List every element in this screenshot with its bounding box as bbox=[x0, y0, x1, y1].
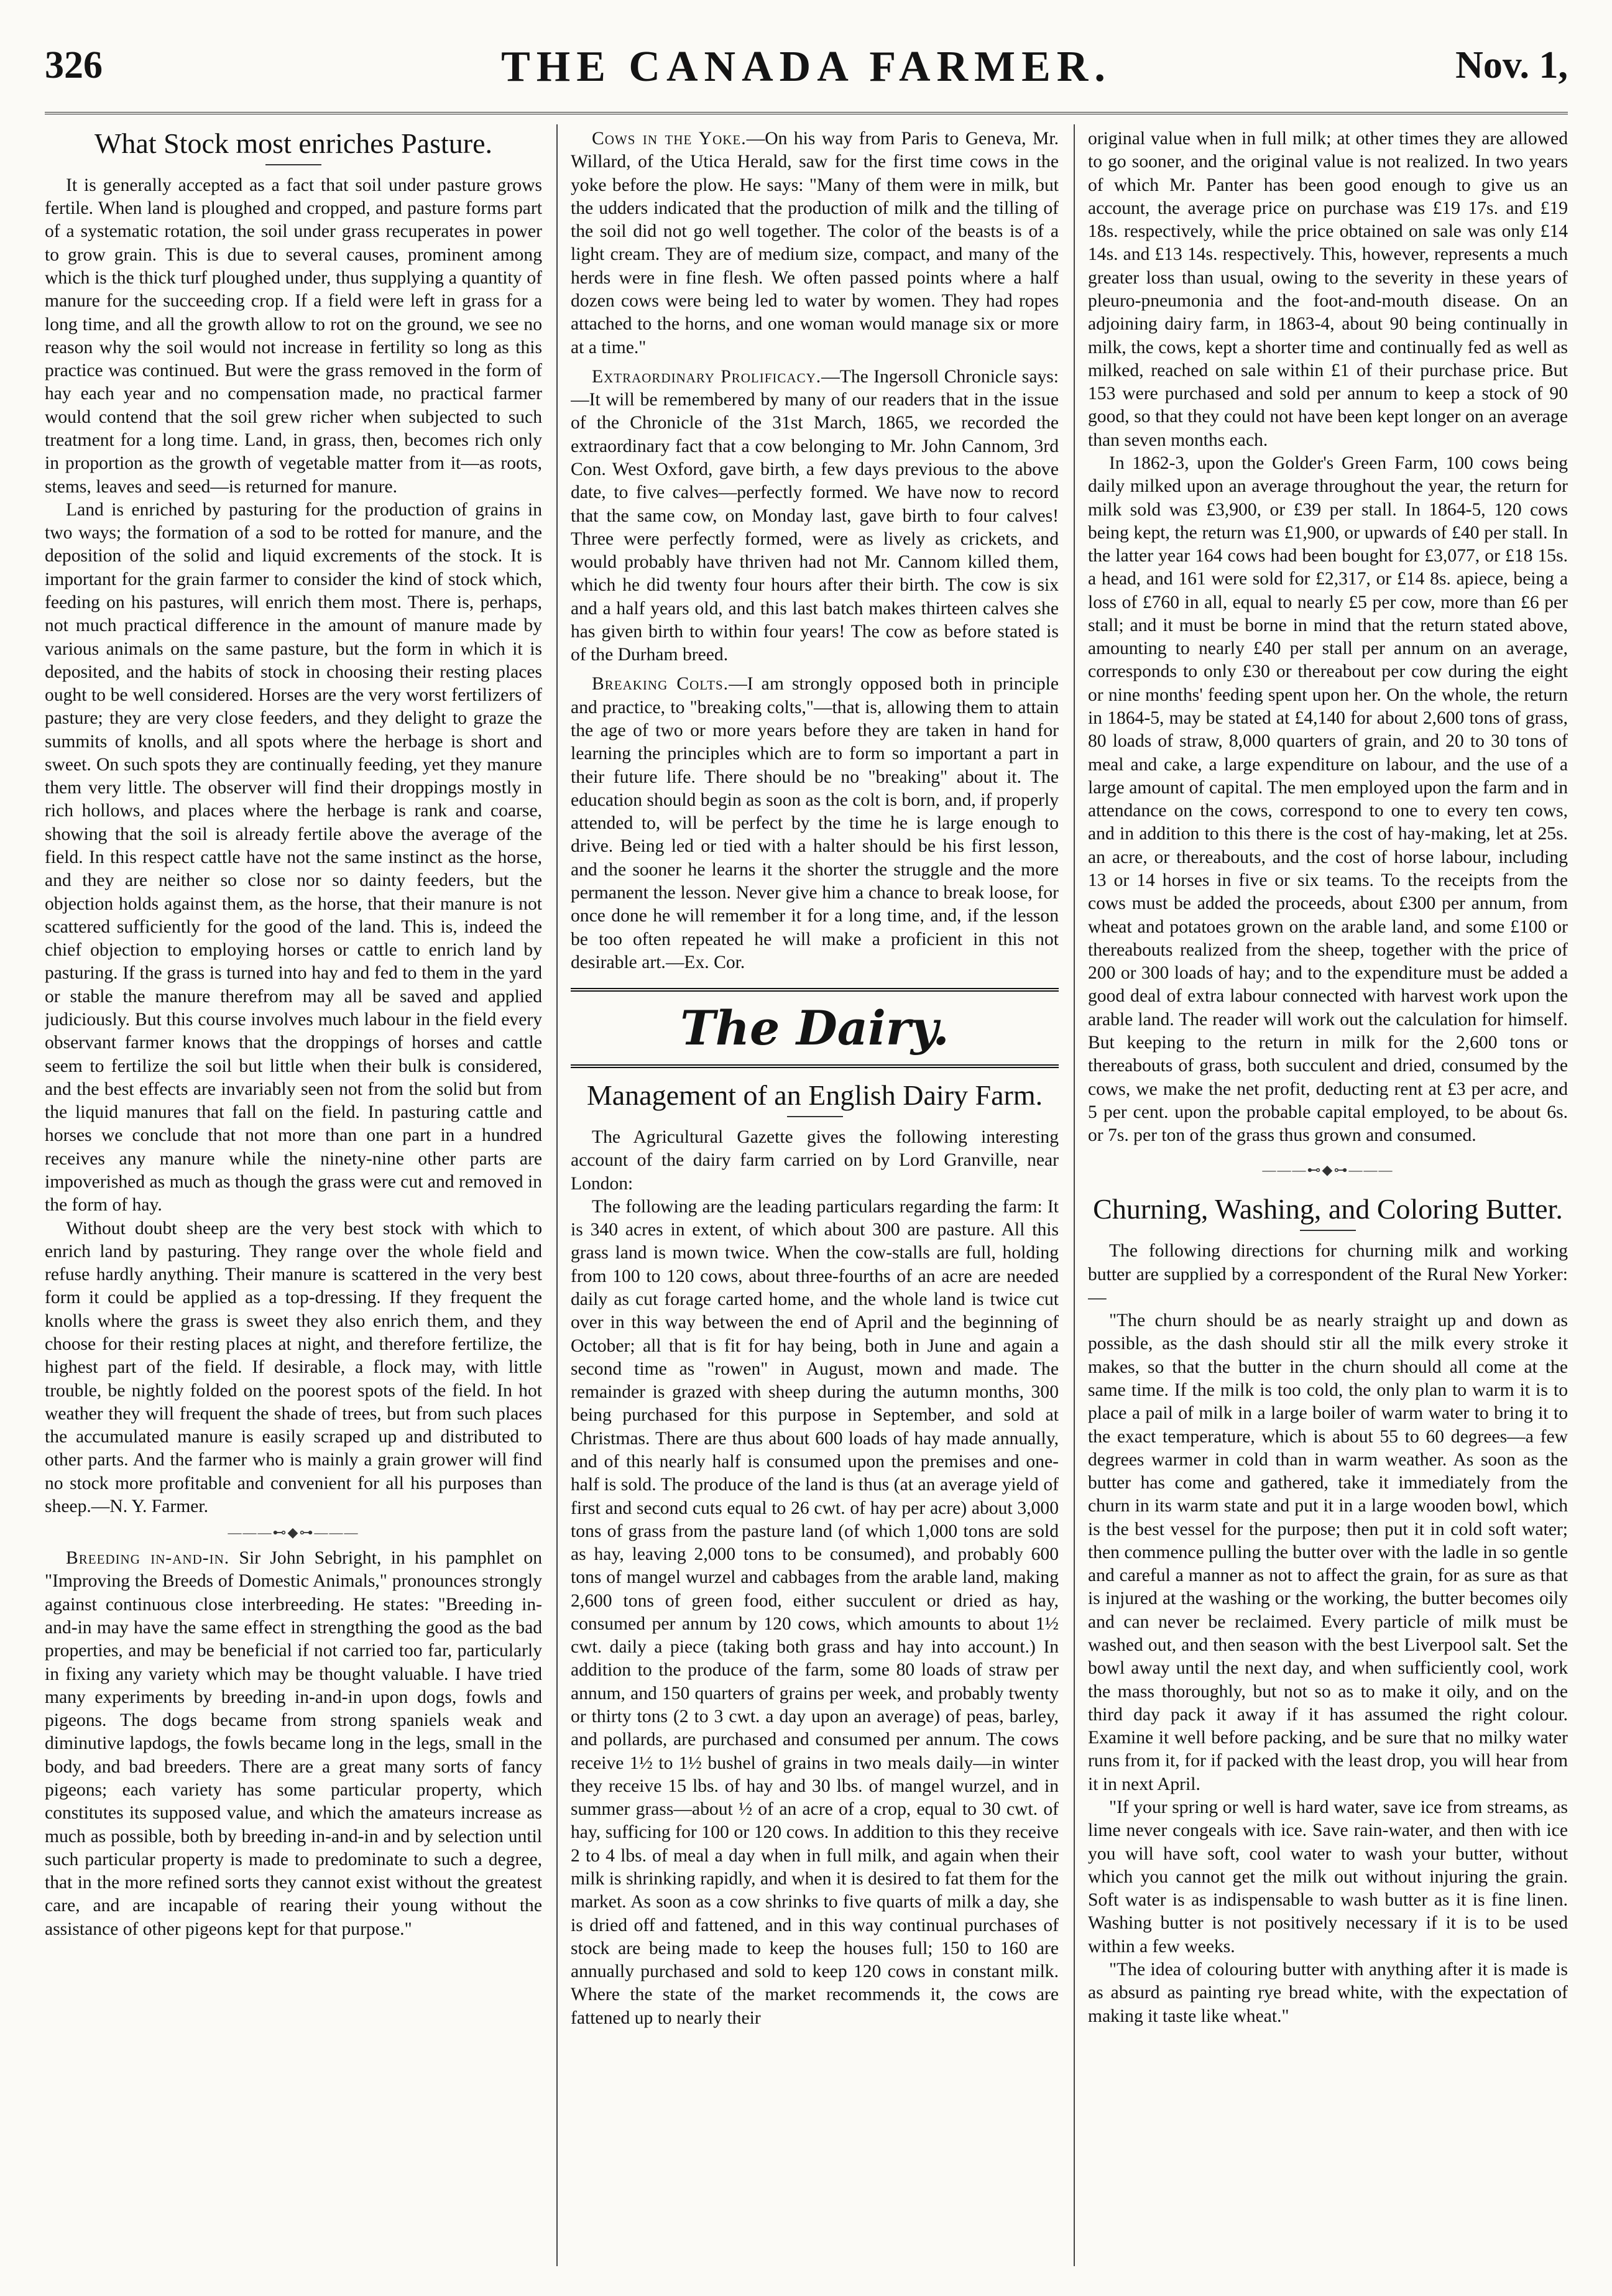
column-2 bbox=[571, 127, 1059, 2266]
column-divider bbox=[556, 124, 558, 2266]
article-title-pasture: What Stock most enriches Pasture. bbox=[94, 127, 493, 159]
newspaper-title: THE CANADA FARMER. bbox=[501, 43, 1112, 91]
section-heading-dairy: The Dairy. bbox=[680, 1000, 949, 1056]
item-lead: Cows in the Yoke. bbox=[592, 129, 747, 149]
paragraph: Without doubt sheep are the very best stock with which to enrich land by pasturing. They range over the whole field and refuse hardly anything. Their manure is scattered in the very best form it could be applied as a top-dressing. If they frequent the knolls where the grass is sweet they also enrich them, and they choose for their resting places at night, and therefore fertilize, the highest part of the field. If desirable, a flock may, with little trouble, be nightly folded on the poorest spots of the field. In hot weather they will frequent the shade of trees, but from such places the accumulated manure is easily scraped up and distributed to other parts. And the farmer who is mainly a grain grower will find no stock more profitable and convenient for all his purposes than sheep.—N. Y. Farmer. bbox=[45, 1218, 542, 1516]
paragraph: The following directions for churning milk and working butter are supplied by a correspondent of the Rural New Yorker:— bbox=[1088, 1241, 1568, 1307]
title-rule bbox=[787, 1116, 843, 1117]
paragraph-breeding bbox=[45, 1547, 542, 1941]
paragraph: "If your spring or well is hard water, save ice from streams, as lime never congeals with ice. Save rain-water, and then with ice you will have soft, cool water to wash your butter, without which you cannot get the milk out without injuring the grain. Soft water is as indispensable to wash butter as it is fine linen. Washing butter is not positively necessary if it is to be used within a few weeks. bbox=[1088, 1797, 1568, 1957]
paragraph-breaking-colts bbox=[571, 673, 1059, 974]
item-text: —The Ingersoll Chronicle says:—It will be remembered by many of our readers that in the issue of the Chronicle of the 31st March, 1865, we recorded the extraordinary fact that a cow belonging to Mr. John Cannom, 3rd Con. West Oxford, gave birth, a few days previous to the above date, to five calves—perfectly formed. We have now to record that the same cow, on Monday last, gave birth to four calves! Three were perfectly formed, were as lively as crickets, and would probably have thriven had not Mr. Cannom killed them, which he did twenty four hours after their birth. The cow is six and a half years old, and this last batch makes thirteen calves she has given birth to within four years! The cow as before stated is of the Durham breed. bbox=[571, 366, 1059, 665]
section-rule bbox=[571, 988, 1059, 992]
column-3 bbox=[1088, 127, 1568, 2266]
item-lead: Breeding in-and-in. bbox=[66, 1548, 230, 1569]
header-rule bbox=[45, 112, 1568, 114]
paragraph-prolificacy bbox=[571, 366, 1059, 667]
page-header bbox=[45, 44, 1568, 99]
issue-date: Nov. 1, bbox=[1455, 44, 1568, 86]
paragraph-cows-yoke bbox=[571, 127, 1059, 359]
item-text: Sir John Sebright, in his pamphlet on "Improving the Breeds of Domestic Animals," pronounces strongly against continuous close interbreeding. He states: "Breeding in-and-in may have the same effect in strengthing the good as the bad properties, and may be beneficial if not carried too far, particularly in fixing any variety which may be thought valuable. I have tried many experiments by breeding in-and-in upon dogs, fowls and pigeons. The dogs became from strong spaniels weak and diminutive lapdogs, the fowls became long in the legs, small in the body, and bad breeders. There are a great many sorts of fancy pigeons; each variety has some particular property, which constitutes its supposed value, and which the amateurs increase as much as possible, both by breeding in-and-in and by selection until such particular property is made to predominate to such a degree, that in the more refined sorts they cannot exist without the greatest care, and are incapable of rearing their young without the assistance of other pigeons kept for that purpose." bbox=[45, 1548, 542, 1939]
ornament-divider: ———⊷◆⊶——— bbox=[228, 1524, 359, 1541]
paragraph: "The idea of colouring butter with anything after it is made is as absurd as painting rye bread white, with the expectation of making it taste like wheat." bbox=[1088, 1959, 1568, 2026]
paragraph: Land is enriched by pasturing for the production of grains in two ways; the formation of a sod to be rotted for manure, and the deposition of the solid and liquid excrements of the stock. It is important for the grain farmer to consider the kind of stock which, feeding on his pastures, will enrich them most. There is, perhaps, not much practical difference in the amount of manure made by various animals on the same pasture, but the form in which it is deposited, and the habits of stock in choosing their resting places ought to be well considered. Horses are the very worst fertilizers of pasture; they are very close feeders, and they delight to graze the summits of knolls, and all spots where the herbage is short and sweet. On such spots they are continually feeding, yet they manure them very little. The observer will find their droppings mostly in rich hollows, and places where the herbage is rank and coarse, showing that the soil is already fertile above the average of the field. In this respect cattle have not the same instinct as the horse, and they are neither so close nor so dainty feeders, but the objection holds against them, as the horse, that their manure is not scattered sufficiently for the good of the land. This is, indeed the chief objection to employing horses or cattle to enrich land by pasturing. If the grass is turned into hay and fed to them in the yard or stable the manure therefrom may all be saved and applied judiciously. But this course involves much labour in the field every observant farmer knows that the droppings of horses and cattle seem to fertilize the soil but little when their bulk is considered, and the best effects are invariably seen not from the solid but from the liquid manures that fall on the field. In pasturing cattle and horses we conclude that not more than one part in a hundred receives any manure while the ninety-nine other parts are impoverished as much as though the grass were cut and removed in the form of hay. bbox=[45, 499, 542, 1215]
column-1 bbox=[45, 127, 542, 2266]
ornament-divider: ———⊷◆⊶——— bbox=[1262, 1162, 1394, 1178]
column-divider bbox=[1074, 124, 1075, 2266]
article-title-butter: Churning, Washing, and Coloring Butter. bbox=[1093, 1193, 1563, 1225]
section-rule bbox=[571, 1064, 1059, 1068]
paragraph: It is generally accepted as a fact that soil under pasture grows fertile. When land is ploughed and cropped, and pasture forms part of a systematic rotation, the soil under grass recuperates in power to grow grain. This is due to several causes, prominent among which is the thick turf ploughed under, thus supplying a quantity of manure for the succeeding crop. If a field were left in grass for a long time, and all the growth allow to rot on the ground, we see no reason why the soil would not increase in fertility so long as this practice was continued. But were the grass removed in the form of hay each year and no compensation made, no practical farmer would contend that the soil grew richer when subjected to such treatment for a long time. Land, in grass, then, becomes rich only in proportion as the growth of vegetable matter from it—as roots, stems, leaves and seed—is returned for manure. bbox=[45, 175, 542, 497]
item-text: —I am strongly opposed both in principle and practice, to "breaking colts,"—that is, allowing them to attain the age of two or more years before they are taken in hand for learning the principles which are to form so important a part in their future life. There should be no "breaking" about it. The education should begin as soon as the colt is born, and, if properly attended to, will be perfect by the time he is large enough to drive. Being led or tied with a halter should be his first lesson, and the sooner he learns it the shorter the struggle and the more permanent the lesson. Never give him a chance to break loose, for once done he will remember it for a long time, and, if the lesson be too often repeated he will make a proficient in this not desirable art.—Ex. Cor. bbox=[571, 674, 1059, 972]
paragraph: "The churn should be as nearly straight up and down as possible, as the dash should stir all the milk every stroke it makes, so that the butter in the churn should all come at the same time. If the milk is too cold, the only plan to warm it is to place a pail of milk in a large boiler of warm water to bring it to the exact temperature, which is about 55 to 60 degrees—a few degrees warmer in cold than in warm weather. As soon as the butter has come and gathered, take it immediately from the churn in its warm state and put it in a large wooden bowl, which is the best vessel for the purpose; then put it in cold soft water; then commence pulling the butter over with the ladle in so gentle and careful a manner as not to affect the grain, for as sure as that is injured at the washing or the working, the butter becomes oily and can never be reclaimed. Every particle of milk must be washed out, and then season with the best Liverpool salt. Set the bowl away until the next day, and when sufficiently cool, work the mass thoroughly, but not so as to make it oily, and on the third day pack it away if it has assumed the right colour. Examine it well before packing, and be sure that no milky water runs from it, for if packed with the least drop, you will hear from it in next April. bbox=[1088, 1311, 1568, 1794]
page-number: 326 bbox=[45, 44, 103, 86]
item-lead: Extraordinary Prolificacy. bbox=[592, 366, 822, 387]
title-rule bbox=[265, 164, 321, 165]
paragraph: The following are the leading particulars regarding the farm: It is 340 acres in extent, of which about 300 are pasture. All this grass land is mown twice. When the cow-stalls are full, holding from 100 to 120 cows, about three-fourths of an acre are needed daily as cut forage carted home, and the whole land is twice cut over in this way between the end of April and the beginning of October; all that is fit for hay being, both in June and again a second time as "rowen" in August, mown and made. The remainder is grazed with sheep during the autumn months, 300 being purchased for this purpose in September, and sold at Christmas. There are thus about 600 loads of hay made annually, and of this nearly half is consumed upon the premises and one-half is sold. The produce of the land is thus (at an average yield of first and second cuts equal to 26 cwt. of hay per acre) about 3,000 tons of grass from the pasture land (of which 1,000 tons are sold as hay, leaving 2,000 tons to be consumed), and probably 600 tons of mangel wurzel and cabbages from the arable land, making 2,600 tons of green food, either succulent or dried as hay, consumed per annum by 120 cows, which amounts to about 1½ cwt. daily a piece (taking both grass and hay into account.) In addition to the produce of the farm, some 80 loads of straw per annum, and 150 quarters of grains per week, and probably twenty or thirty tons (2 to 3 cwt. a day upon an average) of peas, barley, and pollards, are purchased and consumed per annum. The cows receive 1½ to 1½ bushel of grains in two meals daily—in winter they receive 15 lbs. of hay and 30 lbs. of mangel wurzel, and in summer grass—about ½ of an acre of a crop, equal to 30 cwt. of hay, sufficing for 100 or 120 cows. In addition to this they receive 2 to 4 lbs. of meal a day when in full milk, and again when their milk is shrinking rapidly, and when it is desired to fat them for the market. As soon as a cow shrinks to five quarts of milk a day, she is dried off and fattened, and in this way continual purchases of stock are being made to keep the houses full; 150 to 160 are annually purchased and sold to keep 120 cows in constant milk. Where the state of the market recommends it, the cows are fattened up to nearly their bbox=[571, 1196, 1059, 2028]
paragraph: In 1862-3, upon the Golder's Green Farm, 100 cows being daily milked upon an average throughout the year, the return for milk sold was £3,900, or £39 per stall. In 1864-5, 120 cows being kept, the return was £1,900, or upwards of £40 per stall. In the latter year 164 cows had been bought for £3,077, or £18 15s. a head, and 161 were sold for £2,317, or £14 8s. apiece, being a loss of £760 in all, equal to nearly £5 per cow, more than £6 per stall; and it must be borne in mind that the return stated above, amounting to nearly £40 per stall per annum on an average, corresponds to only £30 or thereabout per cow during the eight or nine months' feeding spent upon her. On the whole, the return in 1864-5, may be stated at £4,140 for about 2,600 tons of grass, 80 loads of straw, 8,000 quarters of grain, and 20 to 30 tons of meal and cake, a large expenditure on labour, and the use of a large amount of capital. The men employed upon the farm and in attendance on the cows, correspond to one to every ten cows, and in addition to this there is the cost of hay-making, let at 25s. an acre, or thereabouts, and the cost of horse labour, including 13 or 14 horses in five or six teams. To the receipts from the cows must be added the proceeds, about £300 per annum, from wheat and potatoes grown on the arable land, and some £100 or thereabouts realized from the sheep, together with the price of 200 or 300 loads of hay; and to the expenditure must be added a good deal of extra labour connected with harvest work upon the arable land. The reader will work out the calculation for himself. But keeping to the return in milk for the 2,600 tons or thereabouts of grass, both succulent and dried, consumed by the cows, we make the net profit, deducting rent at £3 per acre, and 5 per cent. upon the probable capital employed, to be about 6s. or 7s. per ton of the grass thus grown and consumed. bbox=[1088, 453, 1568, 1146]
item-lead: Breaking Colts. bbox=[592, 674, 729, 694]
paragraph: The Agricultural Gazette gives the following interesting account of the dairy farm carried on by Lord Granville, near London: bbox=[571, 1127, 1059, 1194]
article-title-dairy-farm: Management of an English Dairy Farm. bbox=[586, 1079, 1043, 1112]
paragraph: original value when in full milk; at other times they are allowed to go sooner, and the original value is not realized. In two years of which Mr. Panter has been good enough to give us an account, the average price on purchase was £19 17s. and £19 18s. respectively, while the price obtained on sale was only £14 14s. and £13 14s. respectively. This, however, represents a much greater loss than usual, owing to the severity in these years of pleuro-pneumonia and the foot-and-mouth disease. On an adjoining dairy farm, in 1863-4, about 90 being continually in milk, the cows, kept a shorter time and continually fed as well as milked, reached on sale within £1 of their purchase price. But 153 were purchased and sold per annum to keep a stock of 90 good, so that they could not have been kept longer on an average than seven months each. bbox=[1088, 129, 1568, 450]
item-text: —On his way from Paris to Geneva, Mr. Willard, of the Utica Herald, saw for the first time cows in the yoke before the plow. He says: "Many of them were in milk, but the udders indicated that the production of milk and the tilling of the soil did not go well together. The color of the beasts is of a light cream. They are of medium size, compact, and many of the herds were in fine flesh. We often passed points where a half dozen cows were being led to water by women. They had ropes attached to the horns, and one woman would manage six or more at a time." bbox=[571, 129, 1059, 357]
title-rule bbox=[1300, 1230, 1356, 1231]
